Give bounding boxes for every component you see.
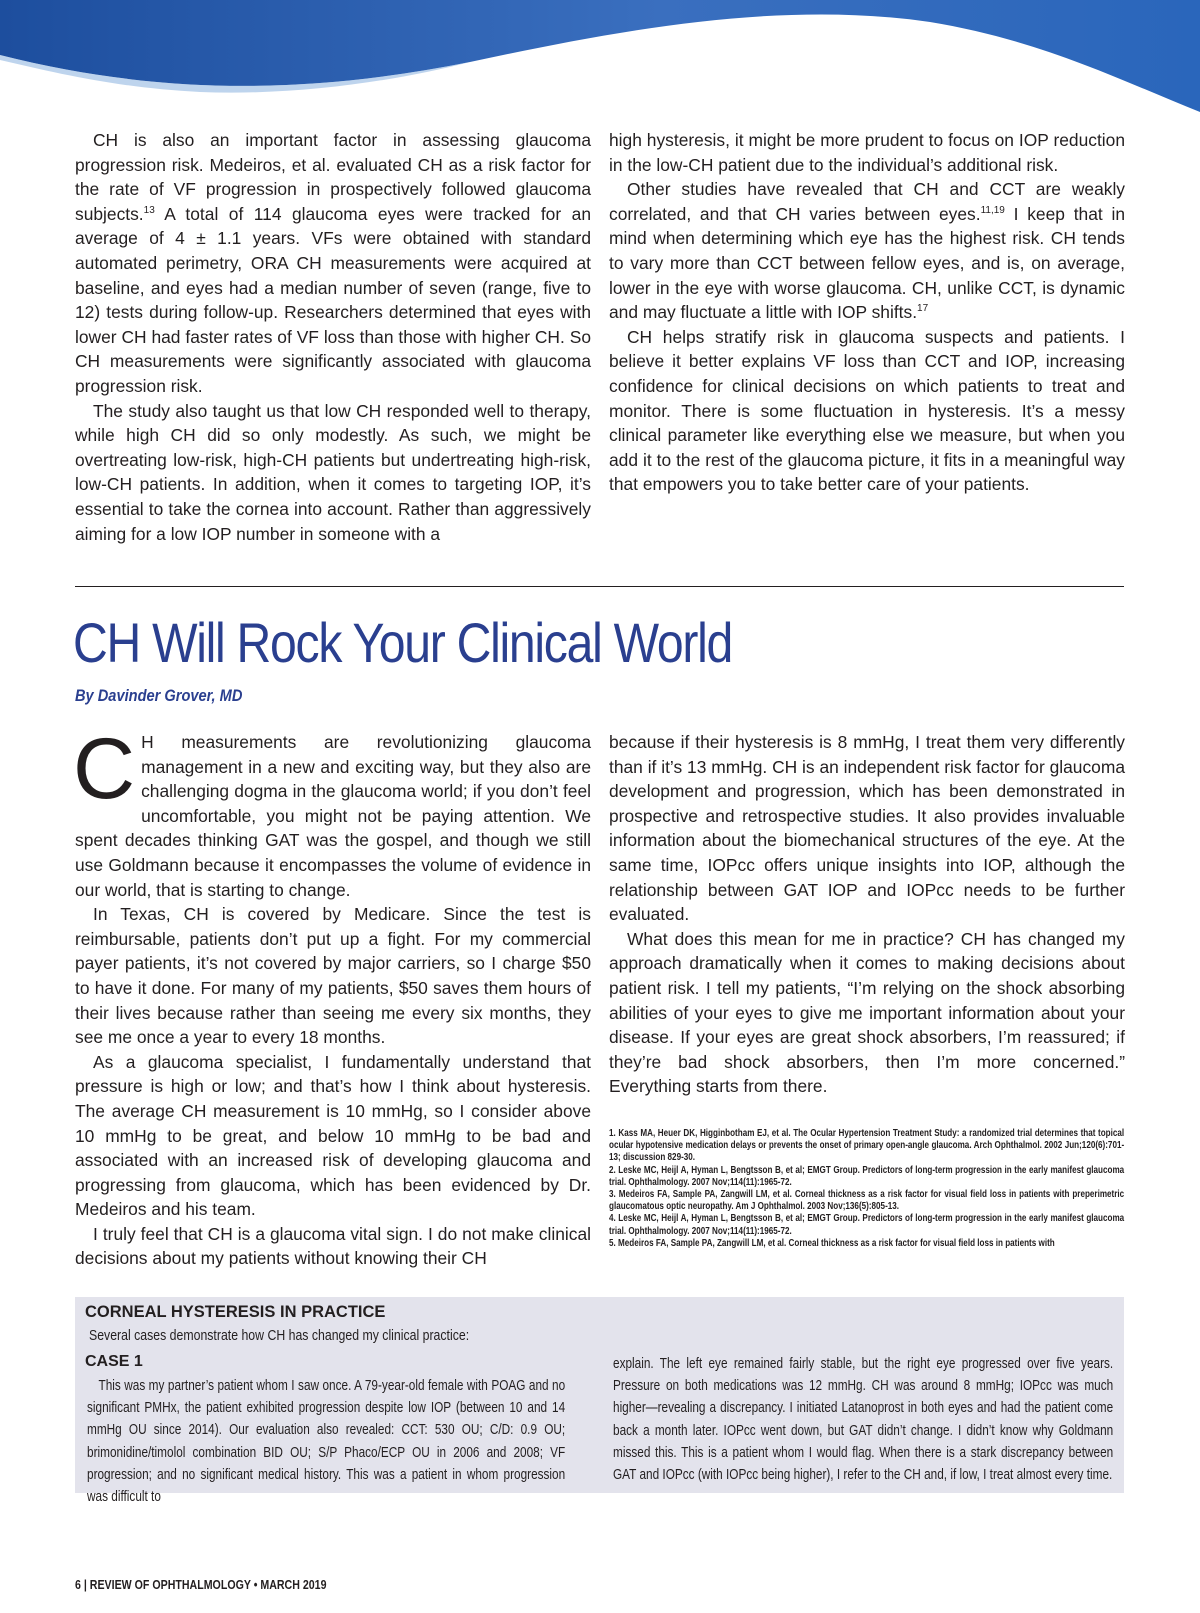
top-left-column	[75, 128, 591, 546]
article-paragraph-4: I truly feel that CH is a glaucoma vital sign. I do not make clinical decisions about my patients without knowing their CH	[75, 1223, 591, 1269]
page-footer: 6 | REVIEW OF OPHTHALMOLOGY • MARCH 2019	[75, 1578, 327, 1592]
top-left-paragraph-2: The study also taught us that low CH responded well to therapy, while high CH did so only modestly. As such, we might be overtreating low-risk, high-CH patients but undertreating high-risk, low-CH patients. In addition, when it comes to targeting IOP, it’s essential to take the cornea into account. Rather than aggressively aiming for a low IOP number in someone with a	[75, 400, 591, 544]
sidebar-right-text: explain. The left eye remained fairly stable, but the right eye progressed over five years. Pressure on both medications was 12 mmHg. CH was around 8 mmHg; IOPcc was much higher—revealing a discrepancy. I initiated Latanoprost in both eyes and had the patient come back a month later. IOPcc went down, but GAT didn’t change. I didn’t know why Goldmann missed this. This is a patient whom I would flag. When there is a stark discrepancy between GAT and IOPcc (with IOPcc being higher), I refer to the CH and, if low, I treat almost every time.	[613, 1356, 1114, 1484]
article-paragraph-1: C H measurements are revolutionizing glaucoma management in a new and exciting way, but they also are challenging dogma in the glaucoma world; if you don’t feel uncomfortable, you might not be paying attention. We spent decades thinking GAT was the gospel, and though we still use Goldmann because it encompasses the volume of evidence in our world, that is starting to change.	[73, 721, 591, 900]
sidebar-title: CORNEAL HYSTERESIS IN PRACTICE	[85, 1303, 386, 1321]
top-right-column	[609, 128, 1125, 497]
reference-item: 2. Leske MC, Heijl A, Hyman L, Bengtsson B, et al; EMGT Group. Predictors of long-term progression in the early manifest glaucoma trial. Ophthalmology. 2007 Nov;114(11):1965-72.	[609, 1164, 1125, 1188]
reference-item: 4. Leske MC, Heijl A, Hyman L, Bengtsson B, et al; EMGT Group. Predictors of long-term progression in the early manifest glaucoma trial. Ophthalmology. 2007 Nov;114(11):1965-72.	[609, 1213, 1125, 1237]
article-title: CH Will Rock Your Clinical World	[73, 611, 733, 674]
article-paragraph-2: In Texas, CH is covered by Medicare. Since the test is reimbursable, patients don’t put up a fight. For my commercial payer patients, it’s not covered by major carriers, so I charge $50 to have it done. For many of my patients, $50 saves them hours of their lives because rather than seeing me every six months, they see me once a year to every 18 months.	[75, 904, 591, 1048]
top-left-paragraph-1: CH is also an important factor in assessing glaucoma progression risk. Medeiros, et al. evaluated CH as a risk factor for the rate of VF progression in prospectively followed glaucoma subjects.$^{13}$ A total of 114 glaucoma eyes were tracked for an average of 4 ± 1.1 years. VFs were obtained with standard automated perimetry, ORA CH measurements were acquired at baseline, and eyes had a median number of seven (range, five to 12) tests during follow-up. Researchers determined that eyes with lower CH had faster rates of VF loss than those with higher CH. So CH measurements were significantly associated with glaucoma progression risk.	[75, 130, 591, 396]
top-right-paragraph-2: Other studies have revealed that CH and CCT are weakly correlated, and that CH varies between eyes.$^{11,19}$ I keep that in mind when determining which eye has the highest risk. CH tends to vary more than CCT between fellow eyes, and is, on average, lower in the eye with worse glaucoma. CH, unlike CCT, is dynamic and may fluctuate a little with IOP shifts.$^{17}$	[609, 179, 1125, 323]
article-paragraph-5: because if their hysteresis is 8 mmHg, I treat them very differently than if it’s 13 mmHg. CH is an independent risk factor for glaucoma development and progression, which has been demonstrated in prospective and retrospective studies. It also provides invaluable information about the biomechanical structures of the eye. At the same time, IOPcc offers unique insights into IOP, although the relationship between GAT IOP and IOPcc needs to be further evaluated.	[609, 732, 1125, 925]
section-divider	[75, 586, 1124, 587]
article-left-column	[73, 721, 591, 1271]
sidebar-left-text: This was my partner’s patient whom I saw once. A 79-year-old female with POAG and no significant PMHx, the patient exhibited progression despite low IOP (between 10 and 14 mmHg OU since 2014). Our evaluation also revealed: CCT: 530 OU; C/D: 0.9 OU; brimonidine/timolol combination BID OU; S/P Phaco/ECP OU in 2006 and 2008; VF progression; and no significant medical history. This was a patient in whom progression was difficult to	[87, 1378, 566, 1506]
drop-cap: C	[73, 721, 136, 817]
references-list	[609, 1128, 1125, 1250]
article-paragraph-3: As a glaucoma specialist, I fundamentally understand that pressure is high or low; and that’s how I think about hysteresis. The average CH measurement is 10 mmHg, so I consider above 10 mmHg to be great, and below 10 mmHg to be bad and associated with an increased risk of developing glaucoma and progressing from glaucoma, which has been evidenced by Dr. Medeiros and his team.	[75, 1051, 591, 1220]
reference-item: 3. Medeiros FA, Sample PA, Zangwill LM, et al. Corneal thickness as a risk factor for visual field loss in patients with preperimetric glaucomatous optic neuropathy. Am J Ophthalmol. 2003 Nov;136(5):805-13.	[609, 1189, 1125, 1213]
reference-item: 1. Kass MA, Heuer DK, Higginbotham EJ, et al. The Ocular Hypertension Treatment Study: a randomized trial determines that topical ocular hypotensive medication delays or prevents the onset of primary open-angle glaucoma. Arch Ophthalmol. 2002 Jun;120(6):701-13; discussion 829-30.	[609, 1128, 1125, 1164]
top-right-paragraph-1: high hysteresis, it might be more prudent to focus on IOP reduction in the low-CH patient due to the individual’s additional risk.	[609, 130, 1125, 175]
sidebar-box	[75, 1297, 1124, 1506]
article-paragraph-6: What does this mean for me in practice? CH has changed my approach dramatically when it comes to making decisions about patient risk. I tell my patients, “I’m relying on the shock absorbing abilities of your eyes to give me important information about your disease. If your eyes are great shock absorbers, I’m reassured; if they’re bad shock absorbers, then I’m more concerned.” Everything starts from there.	[609, 928, 1125, 1097]
reference-item: 5. Medeiros FA, Sample PA, Zangwill LM, et al. Corneal thickness as a risk factor for visual field loss in patients with	[609, 1237, 1055, 1249]
article-byline: By Davinder Grover, MD	[75, 686, 243, 705]
case-label: CASE 1	[85, 1353, 143, 1370]
sidebar-intro: Several cases demonstrate how CH has changed my clinical practice:	[89, 1327, 470, 1344]
top-right-paragraph-3: CH helps stratify risk in glaucoma suspects and patients. I believe it better explains VF loss than CCT and IOP, increasing confidence for clinical decisions on which patients to treat and monitor. There is some fluctuation in hysteresis. It’s a messy clinical parameter like everything else we measure, but when you add it to the rest of the glaucoma picture, it fits in a meaningful way that empowers you to take better care of your patients.	[609, 326, 1125, 495]
header-wave	[0, 0, 1200, 130]
article-right-column	[609, 730, 1125, 1099]
